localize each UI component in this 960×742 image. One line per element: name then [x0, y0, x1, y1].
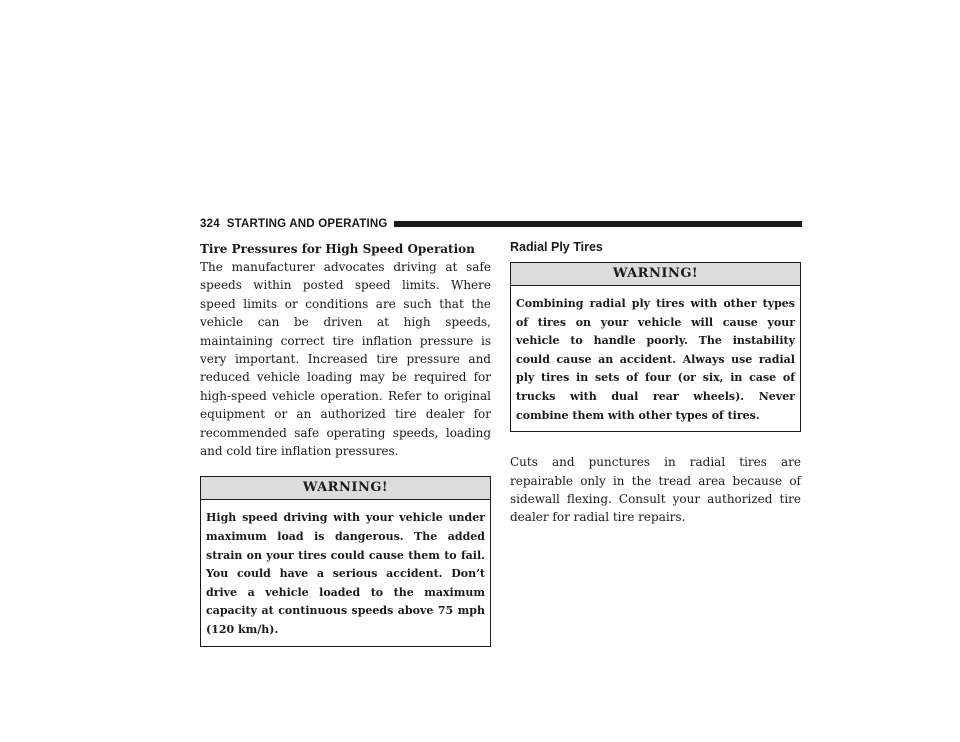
- radial-repair-paragraph: Cuts and punctures in radial tires are repairable only in the tread area because of sidewall flexing. Consult your authorized tire dealer for radial tire repairs.: [510, 455, 801, 525]
- warning-title: WARNING!: [511, 263, 800, 286]
- radial-ply-warning-box: [510, 262, 801, 432]
- warning-title: WARNING!: [201, 477, 490, 500]
- page-header: [200, 216, 802, 232]
- page-number: 324: [200, 218, 220, 230]
- right-column: [510, 236, 801, 527]
- section-title: STARTING AND OPERATING: [226, 218, 388, 230]
- tire-pressure-subheading: Tire Pressures for High Speed Operation: [200, 242, 475, 256]
- high-speed-warning-box: [200, 476, 491, 646]
- tire-pressure-paragraph: The manufacturer advocates driving at safe speeds within posted speed limits. Where speed limits or conditions are such that the vehicle can be driven at high speeds, maintaining correct tire inflation pressure is very important. Increased tire pressure and reduced vehicle loading may be required for high-speed vehicle operation. Refer to original equipment or an authorized tire dealer for recommended safe operating speeds, loading and cold tire inflation pressures.: [200, 260, 491, 459]
- warning-text: Combining radial ply tires with other types of tires on your vehicle will cause your vehicle to handle poorly. The instability could cause an accident. Always use radial ply tires in sets of four (or six, in case of trucks with dual rear wheels). Never combine them with other types of tires.: [516, 297, 795, 422]
- warning-text: High speed driving with your vehicle under maximum load is dangerous. The added strain on your tires could cause them to fail. You could have a serious accident. Don’t drive a vehicle loaded to the maximum capacity at continuous speeds above 75 mph (120 km/h).: [206, 511, 485, 637]
- radial-ply-heading: Radial Ply Tires: [510, 240, 603, 254]
- header-rule: [394, 221, 802, 227]
- left-column: [200, 241, 491, 647]
